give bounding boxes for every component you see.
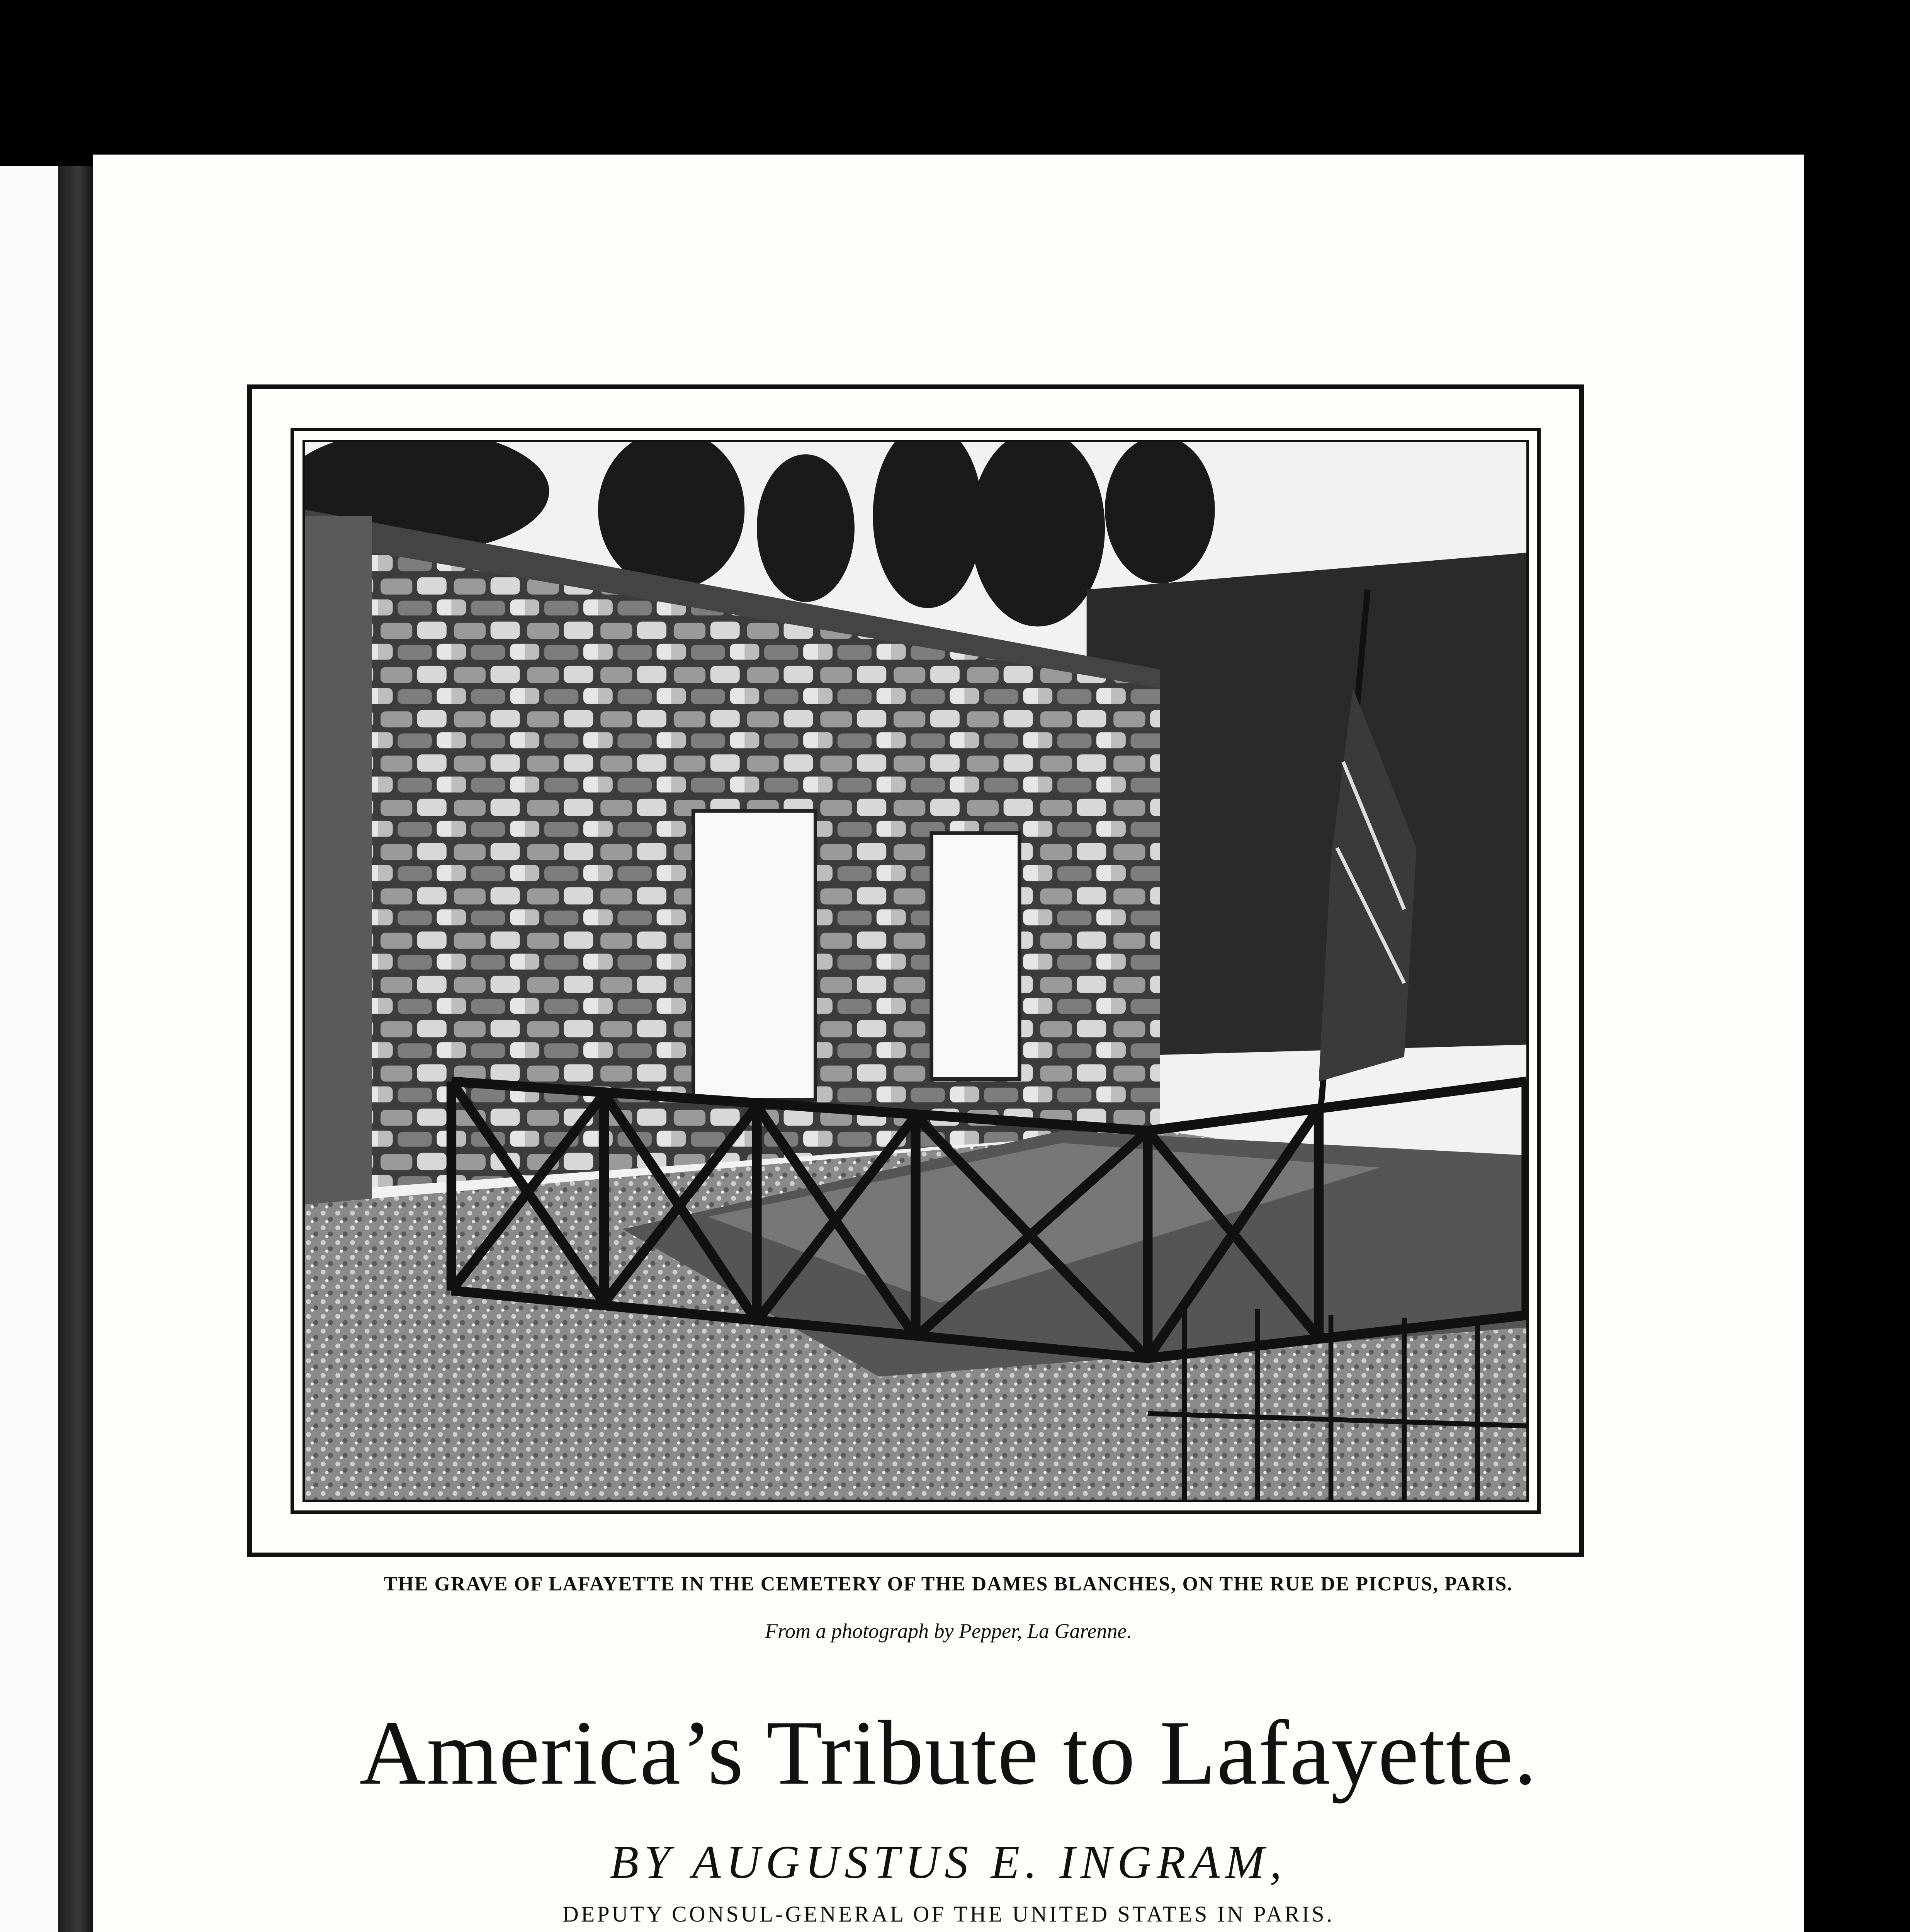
grave-photo-illustration [305, 442, 1526, 1500]
grave-photograph [302, 440, 1529, 1502]
article-title: America’s Tribute to Lafayette. [359, 1702, 1538, 1804]
photo-caption: THE GRAVE OF LAFAYETTE IN THE CEMETERY OF THE DAMES BLANCHES, ON THE RUE DE PICPUS, PARIS. [384, 1573, 1513, 1595]
magazine-page [93, 155, 1804, 1932]
book-gutter [58, 166, 93, 1932]
photo-inner-border [291, 428, 1541, 1514]
author-title: DEPUTY CONSUL-GENERAL OF THE UNITED STATES IN PARIS. [562, 1901, 1334, 1927]
author-byline: BY AUGUSTUS E. INGRAM, [610, 1836, 1287, 1888]
facing-page-edge [0, 166, 58, 1932]
photo-frame [247, 384, 1584, 1557]
photo-credit: From a photograph by Pepper, La Garenne. [765, 1619, 1132, 1643]
